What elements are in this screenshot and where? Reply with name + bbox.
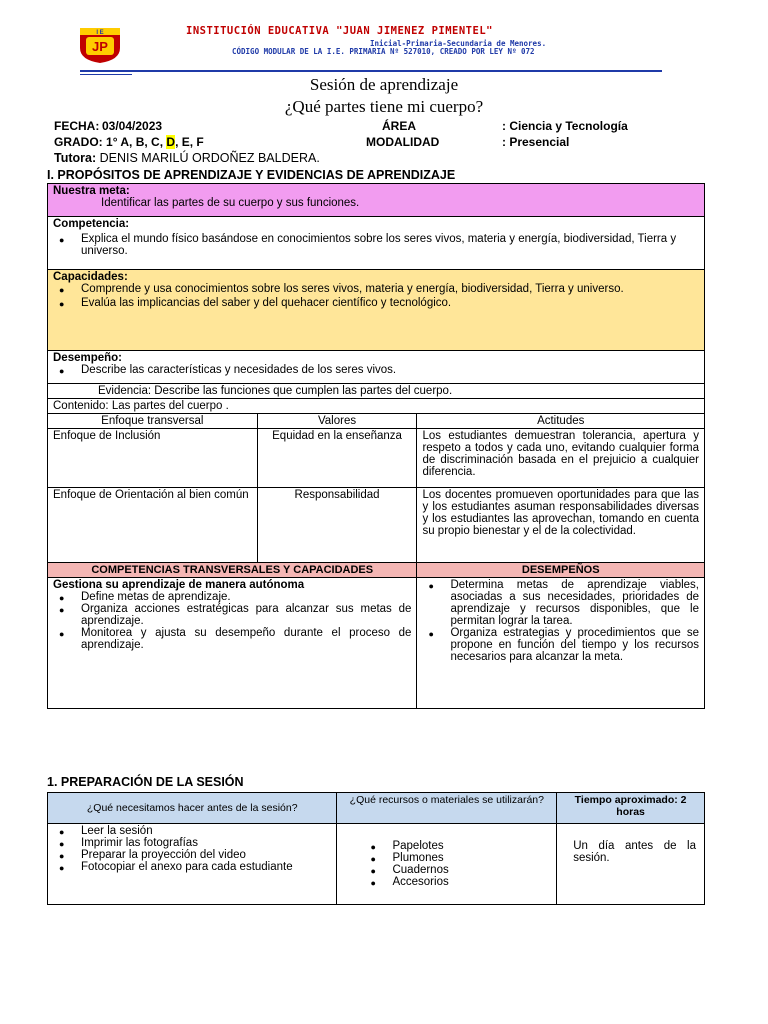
before-item: ● Fotocopiar el anexo para cada estudiante bbox=[81, 861, 331, 873]
approach-name: Enfoque de Orientación al bien común bbox=[48, 488, 258, 563]
preparation-header-row bbox=[48, 793, 705, 824]
approach-attitude: Los estudiantes demuestran tolerancia, apertura y respeto a todos y cada uno, evitando cualquier forma de discriminación basada en el prejuicio a cualquier diferencia. bbox=[417, 429, 705, 488]
capacities-label: Capacidades: bbox=[53, 271, 128, 283]
logo-text: JP bbox=[92, 39, 108, 54]
performances-header: DESEMPEÑOS bbox=[417, 563, 705, 578]
fecha-label: FECHA: bbox=[54, 119, 100, 133]
grado-row bbox=[54, 135, 204, 149]
performance-row bbox=[48, 351, 705, 384]
transversal-row bbox=[48, 578, 705, 709]
transversal-competences-header: COMPETENCIAS TRANSVERSALES Y CAPACIDADES bbox=[48, 563, 417, 578]
before-item: ● Preparar la proyección del video bbox=[81, 849, 331, 861]
tutora-row bbox=[54, 151, 320, 165]
approach-row bbox=[48, 488, 705, 563]
modalidad-value: : Presencial bbox=[502, 135, 570, 149]
goal-row bbox=[48, 184, 705, 217]
resource-item: ● Cuadernos bbox=[392, 864, 551, 876]
before-item: ● Leer la sesión bbox=[81, 825, 331, 837]
preparation-row bbox=[48, 824, 705, 905]
area-value: : Ciencia y Tecnología bbox=[502, 119, 628, 133]
performance-item: ● Organiza estrategias y procedimientos que se propone en función del tiempo y los recursos necesarios para alcanzar la meta. bbox=[450, 627, 699, 663]
performance-text: ● Describe las características y necesidades de los seres vivos. bbox=[81, 364, 699, 376]
approach-row bbox=[48, 429, 705, 488]
grado-highlight: D bbox=[166, 135, 176, 149]
school-logo bbox=[74, 24, 126, 64]
resource-item: ● Papelotes bbox=[392, 840, 551, 852]
transversal-capacity-item: ● Monitorea y ajusta su desempeño durante el proceso de aprendizaje. bbox=[81, 627, 411, 651]
preparation-table bbox=[47, 792, 705, 905]
resources-header: ¿Qué recursos o materiales se utilizarán? bbox=[337, 793, 557, 824]
section-1-heading: I. PROPÓSITOS DE APRENDIZAJE Y EVIDENCIAS DE APRENDIZAJE bbox=[47, 168, 456, 182]
document-title: Sesión de aprendizaje bbox=[309, 75, 459, 94]
capacities-row bbox=[48, 270, 705, 351]
evidence-text: Evidencia: Describe las funciones que cumplen las partes del cuerpo. bbox=[48, 384, 705, 399]
approach-value: Equidad en la enseñanza bbox=[257, 429, 417, 488]
attitudes-header: Actitudes bbox=[417, 414, 705, 429]
logo-letters: I E bbox=[96, 30, 104, 36]
before-session-header: ¿Qué necesitamos hacer antes de la sesión? bbox=[48, 793, 337, 824]
grado-label: GRADO: bbox=[54, 135, 103, 149]
goal-text: Identificar las partes de su cuerpo y sus funciones. bbox=[101, 197, 360, 209]
area-label: ÁREA bbox=[382, 119, 417, 133]
transversal-header-row bbox=[48, 563, 705, 578]
time-header: Tiempo aproximado: 2 horas bbox=[557, 793, 705, 824]
purposes-table bbox=[47, 183, 705, 709]
capacity-item: ● Comprende y usa conocimientos sobre los seres vivos, materia y energía, biodiversidad, Tierra y universo. bbox=[81, 283, 699, 295]
header-divider bbox=[80, 70, 662, 72]
institution-levels: Inicial-Primaria-Secundaria de Menores. bbox=[370, 39, 547, 48]
before-item: ● Imprimir las fotografías bbox=[81, 837, 331, 849]
time-text: Un día antes de la sesión. bbox=[557, 824, 705, 905]
modalidad-label: MODALIDAD bbox=[366, 135, 440, 149]
capacity-item: ● Evalúa las implicancias del saber y del quehacer científico y tecnológico. bbox=[81, 297, 699, 309]
competence-text: ● Explica el mundo físico basándose en conocimientos sobre los seres vivos, materia y energía, biodiversidad, Tierra y universo. bbox=[81, 233, 699, 257]
approach-attitude: Los docentes promueven oportunidades para que las y los estudiantes asuman responsabilidades diversas y los estudiantes las aprovechan, tomando en cuenta su propio bienestar y el de la colectividad. bbox=[417, 488, 705, 563]
approach-value: Responsabilidad bbox=[257, 488, 417, 563]
competence-label: Competencia: bbox=[53, 218, 130, 230]
approach-header-row bbox=[48, 414, 705, 429]
transversal-competence-title: Gestiona su aprendizaje de manera autónoma bbox=[53, 579, 305, 591]
approach-name: Enfoque de Inclusión bbox=[48, 429, 258, 488]
tutora-label: Tutora: bbox=[54, 151, 97, 165]
competence-row bbox=[48, 217, 705, 270]
content-row bbox=[48, 399, 705, 414]
goal-label: Nuestra meta: bbox=[53, 185, 130, 197]
values-header: Valores bbox=[257, 414, 417, 429]
resource-item: ● Plumones bbox=[392, 852, 551, 864]
institution-code: CÓDIGO MODULAR DE LA I.E. PRIMARIA Nº 527010, CREADO POR LEY Nº 072 bbox=[232, 47, 535, 56]
transversal-capacity-item: ● Define metas de aprendizaje. bbox=[81, 591, 411, 603]
fecha-value: 03/04/2023 bbox=[102, 119, 163, 133]
evidence-row bbox=[48, 384, 705, 399]
grado-value: 1° A, B, C, D, E, F bbox=[106, 135, 204, 149]
section-2-heading: 1. PREPARACIÓN DE LA SESIÓN bbox=[47, 775, 244, 789]
resource-item: ● Accesorios bbox=[392, 876, 551, 888]
institution-name: INSTITUCIÓN EDUCATIVA "JUAN JIMENEZ PIMENTEL" bbox=[186, 25, 493, 37]
tutora-value: DENIS MARILÚ ORDOÑEZ BALDERA. bbox=[99, 151, 320, 165]
approach-header: Enfoque transversal bbox=[48, 414, 258, 429]
document-subtitle: ¿Qué partes tiene mi cuerpo? bbox=[284, 97, 484, 116]
performance-label: Desempeño: bbox=[53, 352, 123, 364]
transversal-capacity-item: ● Organiza acciones estratégicas para alcanzar sus metas de aprendizaje. bbox=[81, 603, 411, 627]
content-text: Contenido: Las partes del cuerpo . bbox=[48, 399, 705, 414]
performance-item: ● Determina metas de aprendizaje viables, asociadas a sus necesidades, prioridades de aprendizaje y recursos disponibles, que le permitan lograr la tarea. bbox=[450, 579, 699, 627]
